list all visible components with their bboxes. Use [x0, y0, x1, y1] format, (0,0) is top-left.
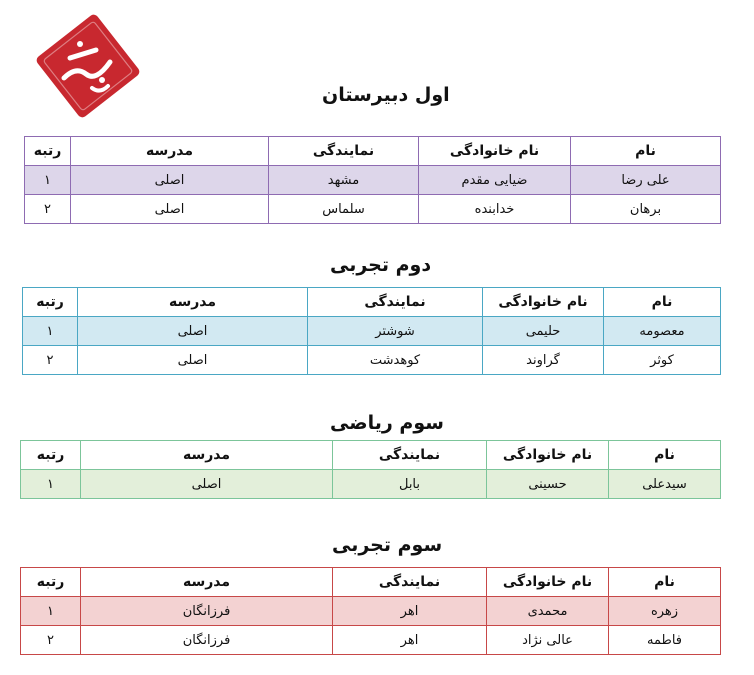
cell-school: اصلی: [78, 346, 308, 375]
results-table-3: [20, 440, 721, 499]
table-row: [25, 166, 721, 195]
cell-name: معصومه: [604, 317, 721, 346]
cell-name: فاطمه: [609, 626, 721, 655]
header-school: مدرسه: [78, 288, 308, 317]
section-title-1: اول دبیرستان: [322, 84, 450, 106]
cell-family: ضیایی مقدم: [419, 166, 571, 195]
cell-school: فرزانگان: [81, 626, 333, 655]
cell-rank: ۱: [21, 597, 81, 626]
cell-name: سیدعلی: [609, 470, 721, 499]
table-row: [21, 626, 721, 655]
results-table-1: [24, 136, 721, 224]
table-row: [23, 346, 721, 375]
table-header-row: [21, 568, 721, 597]
cell-family: گراوند: [483, 346, 604, 375]
header-agency: نمایندگی: [308, 288, 483, 317]
header-rank: رتبه: [23, 288, 78, 317]
header-family: نام خانوادگی: [483, 288, 604, 317]
cell-family: خدابنده: [419, 195, 571, 224]
header-agency: نمایندگی: [269, 137, 419, 166]
cell-school: اصلی: [71, 166, 269, 195]
cell-family: حلیمی: [483, 317, 604, 346]
cell-school: اصلی: [78, 317, 308, 346]
cell-rank: ۲: [23, 346, 78, 375]
header-rank: رتبه: [25, 137, 71, 166]
cell-rank: ۱: [21, 470, 81, 499]
cell-rank: ۱: [25, 166, 71, 195]
table-row: [23, 317, 721, 346]
cell-family: حسینی: [487, 470, 609, 499]
table-header-row: [23, 288, 721, 317]
cell-agency: اهر: [333, 597, 487, 626]
results-table-2: [22, 287, 721, 375]
table-header-row: [21, 441, 721, 470]
cell-name: زهره: [609, 597, 721, 626]
section-title-4: سوم تجربی: [332, 534, 443, 556]
header-name: نام: [609, 441, 721, 470]
cell-school: اصلی: [71, 195, 269, 224]
header-school: مدرسه: [81, 441, 333, 470]
header-family: نام خانوادگی: [487, 568, 609, 597]
header-school: مدرسه: [71, 137, 269, 166]
section-title-3: سوم ریاضی: [330, 412, 444, 434]
cell-name: علی رضا: [571, 166, 721, 195]
header-name: نام: [604, 288, 721, 317]
cell-name: برهان: [571, 195, 721, 224]
cell-agency: کوهدشت: [308, 346, 483, 375]
results-table-4: [20, 567, 721, 655]
table-row: [25, 195, 721, 224]
cell-family: عالی نژاد: [487, 626, 609, 655]
cell-agency: اهر: [333, 626, 487, 655]
header-rank: رتبه: [21, 441, 81, 470]
cell-rank: ۱: [23, 317, 78, 346]
cell-agency: شوشتر: [308, 317, 483, 346]
cell-agency: سلماس: [269, 195, 419, 224]
cell-school: اصلی: [81, 470, 333, 499]
cell-agency: بابل: [333, 470, 487, 499]
table-row: [21, 597, 721, 626]
cell-family: محمدی: [487, 597, 609, 626]
header-agency: نمایندگی: [333, 568, 487, 597]
cell-agency: مشهد: [269, 166, 419, 195]
cell-school: فرزانگان: [81, 597, 333, 626]
header-family: نام خانوادگی: [419, 137, 571, 166]
header-name: نام: [609, 568, 721, 597]
cell-rank: ۲: [25, 195, 71, 224]
cell-name: کوثر: [604, 346, 721, 375]
header-agency: نمایندگی: [333, 441, 487, 470]
header-rank: رتبه: [21, 568, 81, 597]
brand-logo: [36, 14, 140, 118]
header-name: نام: [571, 137, 721, 166]
cell-rank: ۲: [21, 626, 81, 655]
header-family: نام خانوادگی: [487, 441, 609, 470]
table-header-row: [25, 137, 721, 166]
header-school: مدرسه: [81, 568, 333, 597]
section-title-2: دوم تجربی: [330, 254, 432, 276]
table-row: [21, 470, 721, 499]
